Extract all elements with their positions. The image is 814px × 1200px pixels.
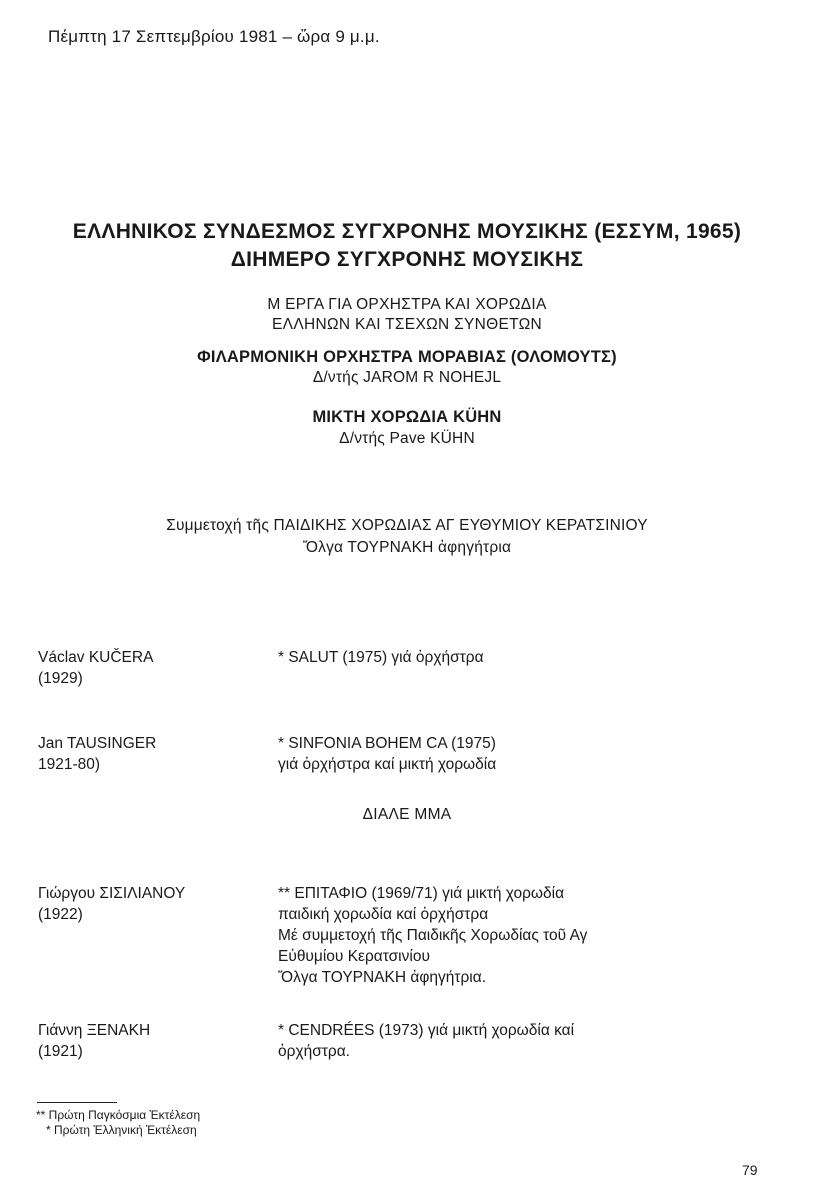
ensemble-orchestra: ΦΙΛΑΡΜΟΝΙΚΗ ΟΡΧΗΣΤΡΑ ΜΟΡΑΒΙΑΣ (ΟΛΟΜΟΥΤΣ) — [197, 348, 617, 366]
subtitle — [0, 295, 814, 335]
participation-line-1: Συμμετοχή τῆς ΠΑΙΔΙΚΗΣ ΧΟΡΩΔΙΑΣ ΑΓ ΕΥΘΥΜΙΟΥ ΚΕΡΑΤΣΙΝΙΟΥ — [166, 517, 648, 534]
work-line: * CENDRÉES (1973) γιά μικτή χορωδία καί — [278, 1022, 575, 1039]
conductor-choir: Δ/ντής Pave KÜHN — [339, 430, 475, 447]
date-line: Πέμπτη 17 Σεπτεμβρίου 1981 – ὥρα 9 μ.μ. — [48, 27, 380, 46]
program-composer-1 — [38, 647, 153, 689]
composer-years: (1929) — [38, 670, 83, 687]
program-composer-4 — [38, 1020, 150, 1062]
composer-years: (1922) — [38, 906, 83, 923]
work-line: * SINFONIA BOHEM CA (1975) — [278, 735, 496, 752]
footnote-divider — [37, 1102, 117, 1103]
title-line-1: ΕΛΛΗΝΙΚΟΣ ΣΥΝΔΕΣΜΟΣ ΣΥΓΧΡΟΝΗΣ ΜΟΥΣΙΚΗΣ (ΕΣΣΥΜ, 1965) — [72, 220, 742, 243]
page-title — [0, 218, 814, 274]
composer-years: (1921) — [38, 1043, 83, 1060]
work-line: Μέ συμμετοχή τῆς Παιδικῆς Χορωδίας τοῦ Αγ — [278, 927, 588, 944]
title-line-2: ΔΙΗΜΕΡΟ ΣΥΓΧΡΟΝΗΣ ΜΟΥΣΙΚΗΣ — [230, 248, 584, 271]
interval-label: ΔΙΑΛΕ ΜΜΑ — [362, 806, 452, 823]
footnote-world-premiere: ** Πρώτη Παγκόσμια Ἐκτέλεση — [36, 1108, 201, 1122]
program-work-4 — [278, 1020, 574, 1062]
composer-name: Γιάννη ΞΕΝΑΚΗ — [38, 1022, 151, 1039]
subtitle-line-1: Μ ΕΡΓΑ ΓΙΑ ΟΡΧΗΣΤΡΑ ΚΑΙ ΧΟΡΩΔΙΑ — [267, 296, 547, 313]
conductor-orchestra: Δ/ντής JAROM R NOHEJL — [312, 369, 502, 386]
work-line: ὀρχήστρα. — [278, 1043, 350, 1060]
composer-name: Václav KUČERA — [38, 649, 154, 666]
ensemble-choir: ΜΙΚΤΗ ΧΟΡΩΔΙΑ KÜHN — [312, 408, 502, 426]
participation-line-2: Ὄλγα ΤΟΥΡΝΑΚΗ ἀφηγήτρια — [302, 539, 512, 556]
work-line: Εὐθυμίου Κερατσινίου — [278, 948, 430, 965]
work-line: ** ΕΠΙΤΑΦΙΟ (1969/71) γιά μικτή χορωδία — [278, 885, 565, 902]
work-line: * SALUT (1975) γιά ὀρχήστρα — [278, 649, 484, 666]
subtitle-line-2: ΕΛΛΗΝΩΝ ΚΑΙ ΤΣΕΧΩΝ ΣΥΝΘΕΤΩΝ — [272, 316, 542, 333]
work-line: παιδική χορωδία καί ὀρχήστρα — [278, 906, 489, 923]
composer-name: Γιώργου ΣΙΣΙΛΙΑΝΟΥ — [38, 885, 186, 902]
program-composer-2 — [38, 733, 156, 775]
work-line: Ὄλγα ΤΟΥΡΝΑΚΗ ἀφηγήτρια. — [278, 969, 487, 986]
composer-name: Jan TAUSINGER — [38, 735, 157, 752]
page-number: 79 — [742, 1162, 758, 1178]
program-work-3 — [278, 883, 587, 988]
work-line: γιά ὀρχήστρα καί μικτή χορωδία — [278, 756, 497, 773]
footnote-greek-premiere: * Πρώτη Ἑλληνική Ἐκτέλεση — [46, 1123, 197, 1137]
participation-note — [0, 515, 814, 559]
composer-years: 1921-80) — [38, 756, 101, 773]
program-composer-3 — [38, 883, 185, 925]
program-work-1 — [278, 647, 484, 668]
program-work-2 — [278, 733, 496, 775]
